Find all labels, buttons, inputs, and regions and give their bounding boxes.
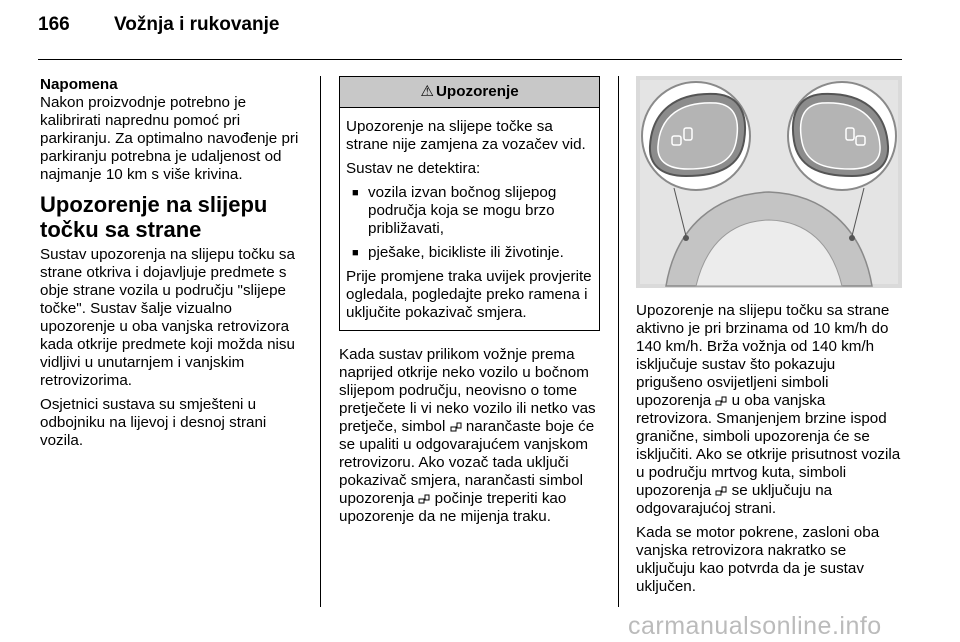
caption-paragraph: [636, 302, 902, 518]
body-text: Upozorenje na slijepu točku sa strane aktivno je pri brzinama od 10 km/h do 140 km/h. Brža vožnja od 140 km/h isključuje sustav što pokazuju prigušeno osvijetljeni simboli upozorenja: [636, 302, 890, 409]
watermark: carmanualsonline.info: [628, 612, 882, 640]
body-text: se uključuju na odgovarajućoj strani.: [636, 482, 833, 517]
warning-box: [339, 76, 600, 331]
warning-text: Prije promjene traka uvijek provjerite ogledala, pogledajte preko ramena i uključite pokazivač smjera.: [346, 268, 592, 321]
body-text: narančaste boje će se upaliti u odgovarajućem vanjskom retrovizoru. Ako vozač tada uključi pokazivač smjera, narančasti simbol upozorenja: [339, 418, 595, 507]
column-right: [636, 76, 902, 602]
blind-spot-warning-icon: [715, 486, 727, 496]
column-middle: [339, 76, 600, 532]
blind-spot-warning-icon: [715, 396, 727, 406]
mirrors-illustration: [636, 76, 902, 288]
list-item: ■ vozila izvan bočnog slijepog područja koja se mogu brzo približavati,: [346, 184, 593, 238]
warning-header: [340, 77, 599, 108]
header-rule: [38, 59, 902, 60]
body-paragraph: Osjetnici sustava su smješteni u odbojniku na lijevoj i desnoj strani vozila.: [40, 396, 267, 449]
blind-spot-warning-icon: [418, 494, 430, 504]
warning-title: Upozorenje: [435, 83, 519, 100]
body-text: Kada sustav prilikom vožnje prema naprijed otkrije neko vozilo u bočnom slijepom području, neovisno o tome pretječete li vi neko vozilo ili netko vas pretječe, simbol: [339, 346, 596, 435]
warning-body: [340, 108, 599, 330]
car-mirrors-image: [636, 76, 902, 288]
warning-bullet-list: [346, 184, 593, 262]
blind-spot-warning-icon: [450, 422, 462, 432]
body-paragraph: Kada se motor pokrene, zasloni oba vanjska retrovizora nakratko se uključuju kao potvrda da je sustav uključen.: [636, 524, 880, 595]
page-header: [38, 14, 279, 54]
warning-text: Upozorenje na slijepe točke sa strane nije zamjena za vozačev vid.: [346, 118, 586, 153]
body-text: u oba vanjska retrovizora. Smanjenjem brzine ispod granične, simboli upozorenja će se isključiti. Ako se otkrije prisutnost vozila u području mrtvog kuta, simboli upozorenja: [636, 392, 901, 499]
body-text: počinje treperiti kao upozorenje da ne mijenja traku.: [339, 490, 567, 525]
column-left: [40, 76, 304, 456]
page-title: Vožnja i rukovanje: [114, 14, 280, 35]
body-paragraph: [339, 346, 600, 526]
list-item: ■ pješake, bicikliste ili životinje.: [346, 244, 593, 262]
note-title: Napomena: [40, 76, 118, 93]
body-paragraph: Sustav upozorenja na slijepu točku sa strane otkriva i dojavljuje predmete s obje strane vozila u području "slijepe točke". Sustav šalje vizualno upozorenje u oba vanjska retrovizora kada otkrije predmete koji možda nisu vidljivi u unutarnjem i vanjskim retrovizorima.: [40, 246, 295, 389]
warning-text: Sustav ne detektira:: [346, 160, 481, 177]
warning-triangle-icon: ⚠: [420, 83, 434, 100]
column-divider: [618, 76, 619, 607]
note-text: Nakon proizvodnje potrebno je kalibrirati naprednu pomoć pri parkiranju. Za optimalno navođenje pri parkiranju potrebna je udaljenost od najmanje 10 km s više krivina.: [40, 94, 299, 183]
column-divider: [320, 76, 321, 607]
page-number: 166: [38, 14, 70, 35]
section-heading: Upozorenje na slijepu točku sa strane: [40, 192, 268, 242]
